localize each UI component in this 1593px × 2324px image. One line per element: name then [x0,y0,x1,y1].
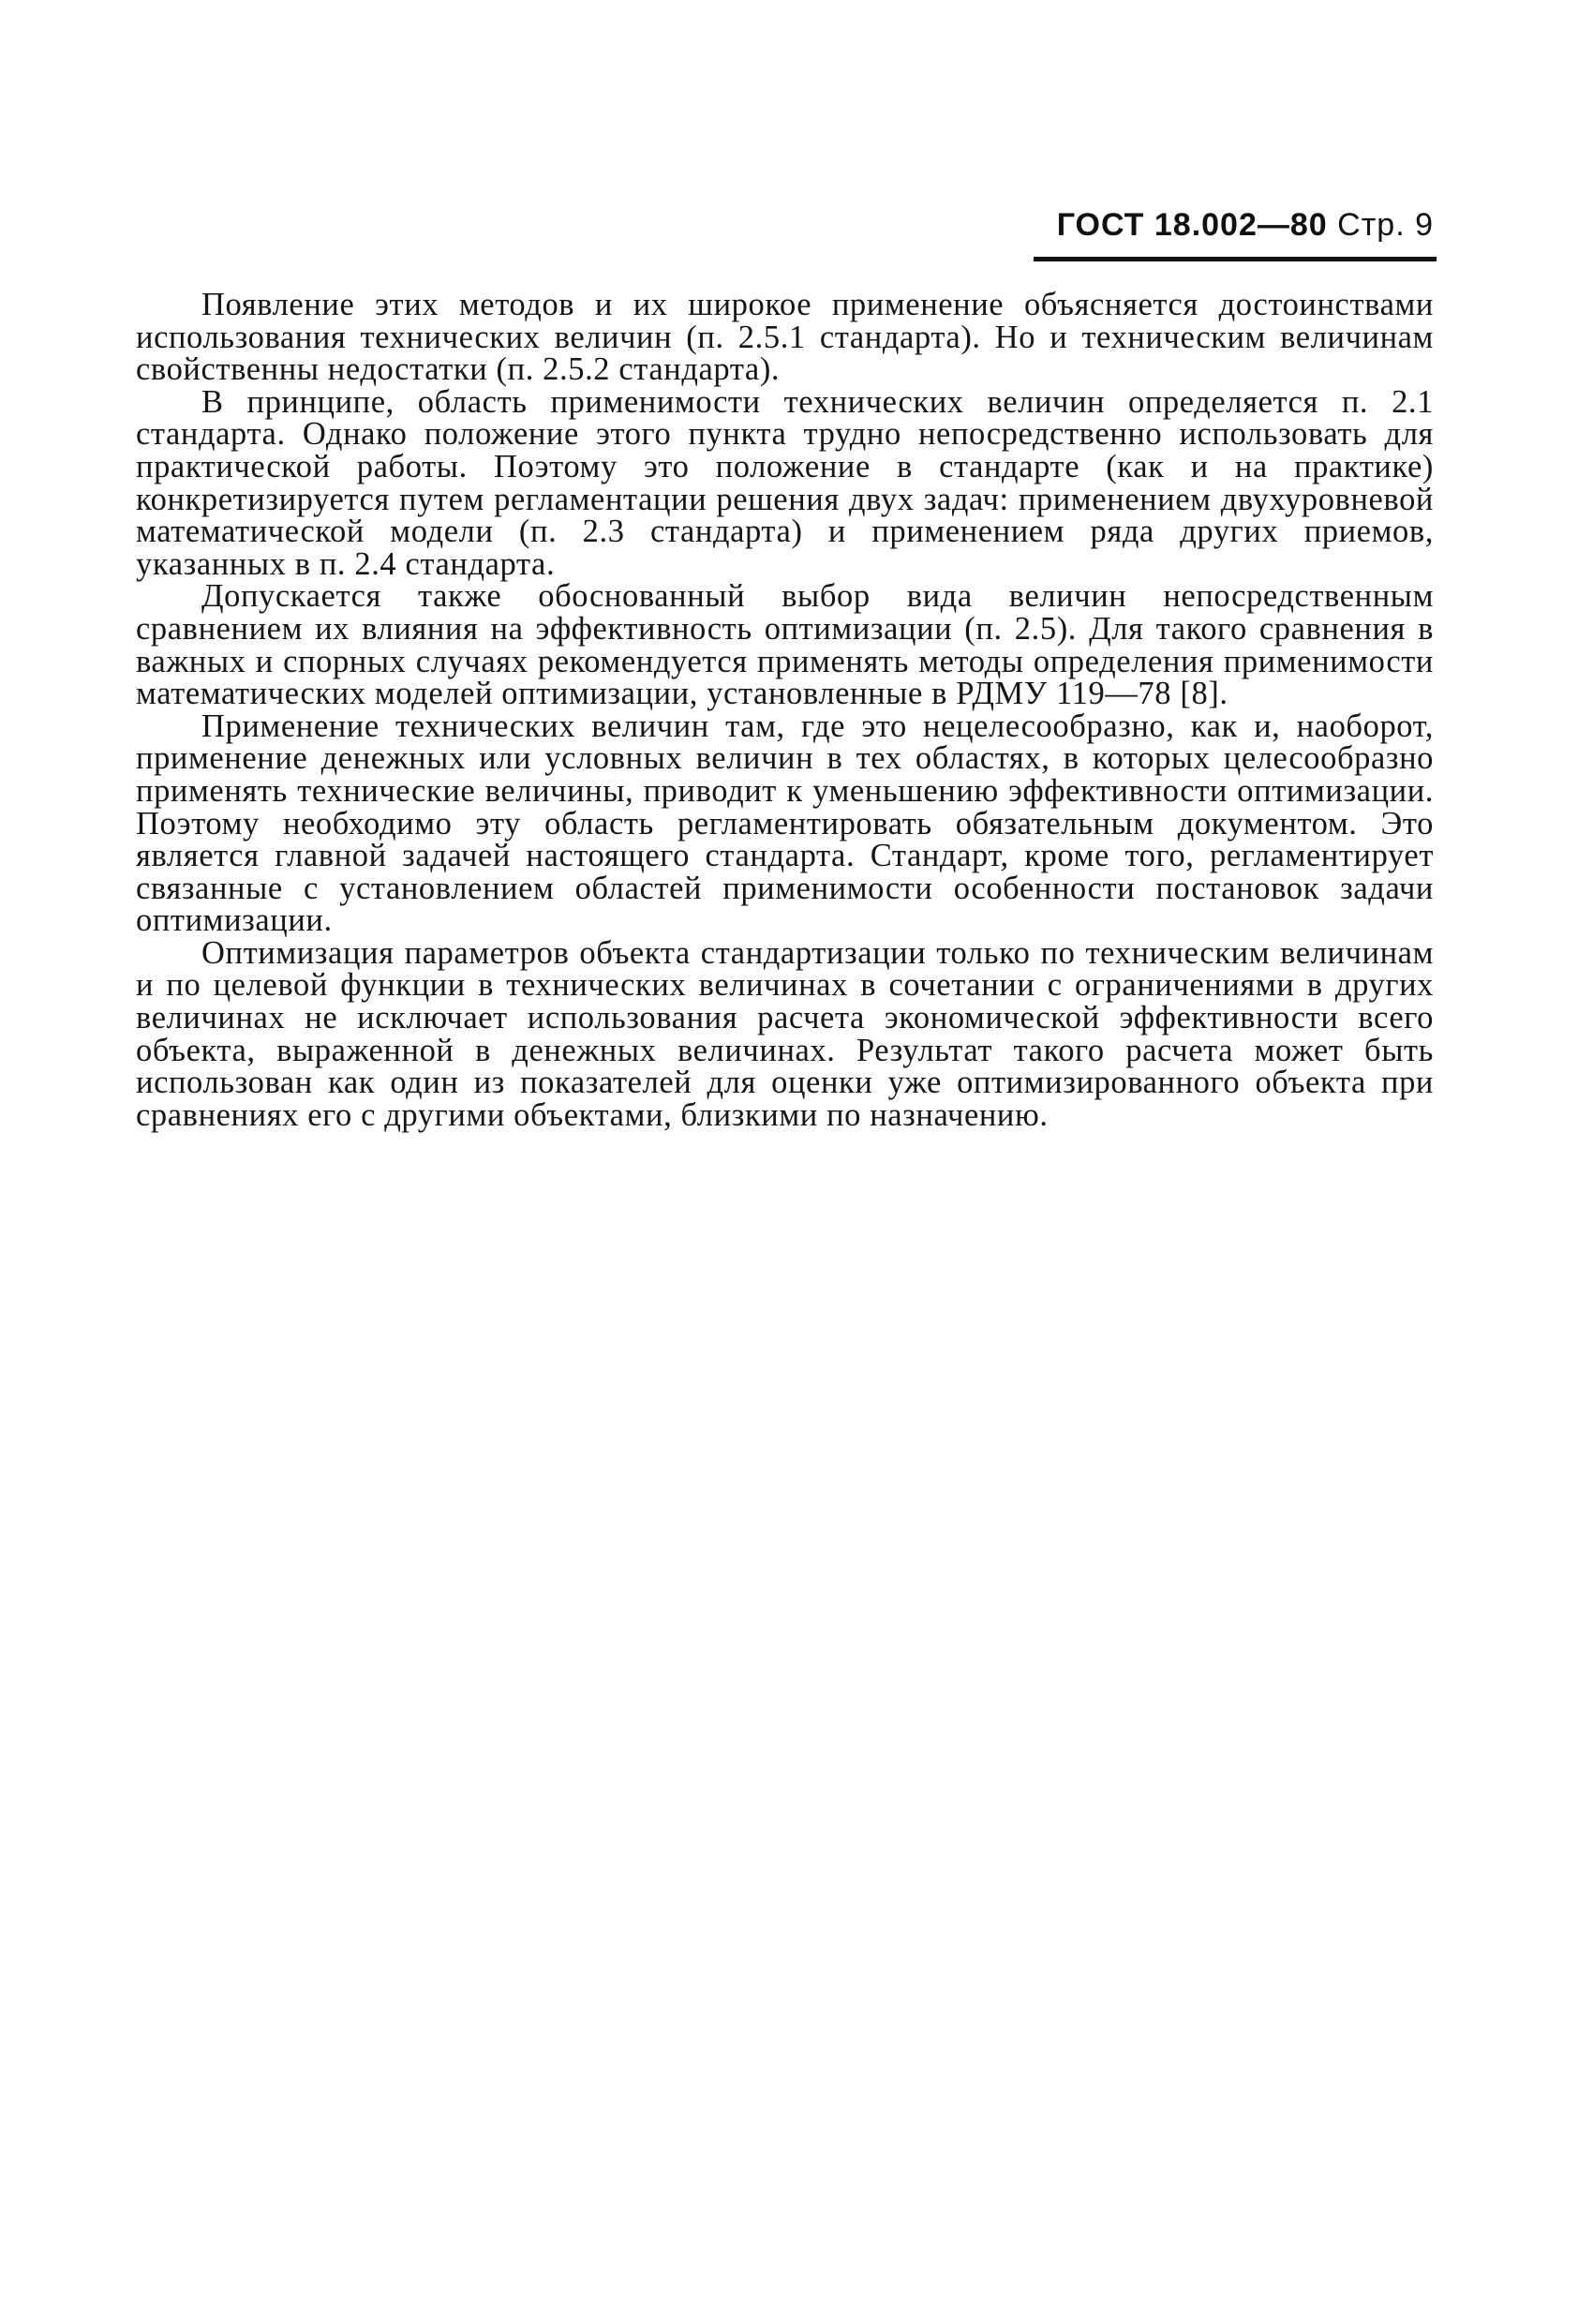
paragraph-3: Допускается также обоснованный выбор вида величин непосредственным сравнением их влияния на эффективность оптимизации (п. 2.5). Для такого сравнения в важных и спорных случаях рекомендуется применять методы определения применимости математических моделей оптимизации, установленные в РДМУ 119—78 [8]. [136,578,1434,712]
paragraph-4: Применение технических величин там, где это нецелесообразно, как и, наоборот, применение денежных или условных величин в тех областях, в которых целесообразно применять технические величины, приводит к уменьшению эффективности оптимизации. Поэтому необходимо эту область регламентировать обязательным документом. Это является главной задачей настоящего стандарта. Стандарт, кроме того, регламентирует связанные с установлением областей применимости особенности постановок задачи оптимизации. [136,708,1434,939]
standard-number: ГОСТ 18.002—80 [1056,207,1328,243]
paragraph-5: Оптимизация параметров объекта стандартизации только по техническим величинам и по целевой функции в технических величинах в сочетании с ограничениями в других величинах не исключает использования расчета экономической эффективности всего объекта, выраженной в денежных величинах. Результат такого расчета может быть использован как один из показателей для оценки уже оптимизированного объекта при сравнениях его с другими объектами, близкими по назначению. [136,934,1434,1133]
page-number: Стр. 9 [1337,207,1434,243]
document-body [136,289,1434,1131]
paragraph-2: В принципе, область применимости технических величин определяется п. 2.1 стандарта. Однако положение этого пункта трудно непосредственно использовать для практической работы. Поэтому это положение в стандарте (как и на практике) конкретизируется путем регламентации решения двух задач: применением двухуровневой математической модели (п. 2.3 стандарта) и применением ряда других приемов, указанных в п. 2.4 стандарта. [136,383,1434,582]
page-header [1040,204,1434,246]
paragraph-1: Появление этих методов и их широкое применение объясняется достоинствами использования технических величин (п. 2.5.1 стандарта). Но и техническим величинам свойственны недостатки (п. 2.5.2 стандарта). [136,287,1434,388]
header-rule [1034,257,1437,261]
